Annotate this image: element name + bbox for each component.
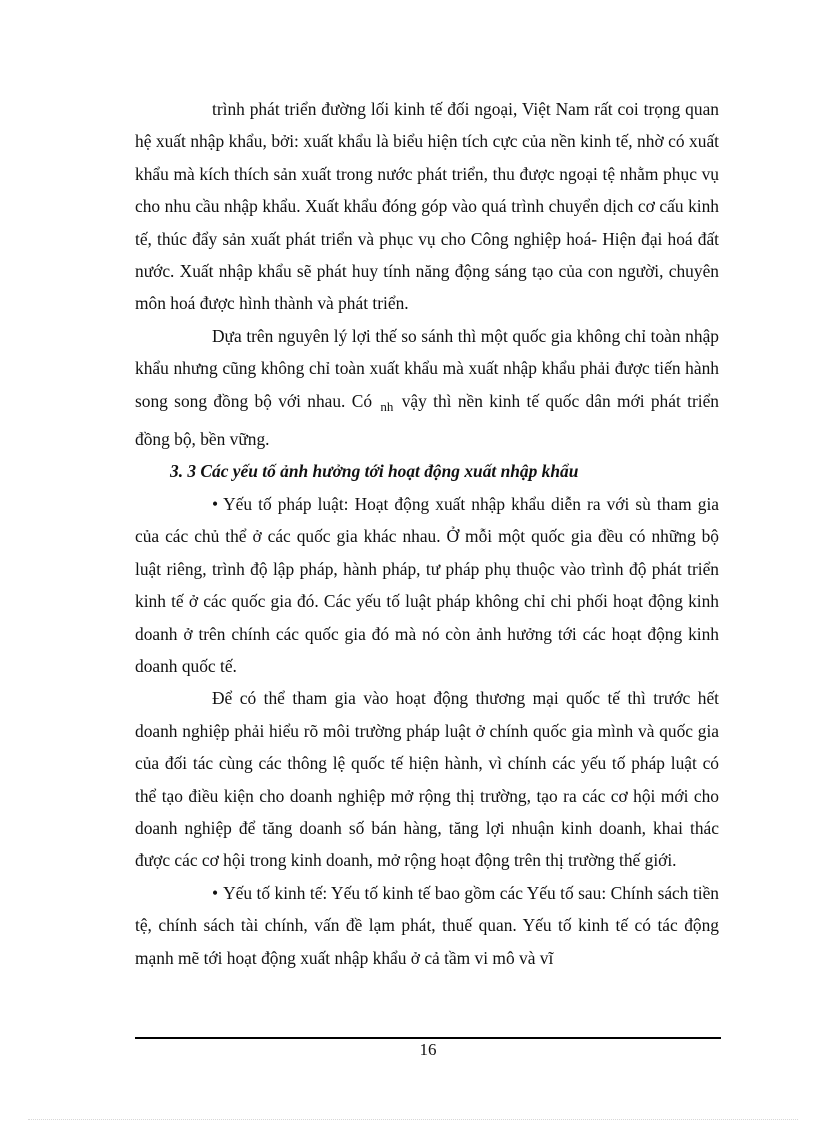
bullet-economic-factor — [135, 877, 719, 974]
footer-divider — [135, 1037, 721, 1039]
paragraph-2-start: Dựa trên nguyên lý lợi thế so sánh thì một quốc gia không chỉ toàn nhập khẩu nhưng cũng không chỉ toàn xuất khẩu mà xuất nhập khẩu phải được tiến hành song song đồng bộ với nhau. Có — [135, 325, 719, 411]
bullet-icon: • — [212, 882, 219, 903]
paragraph-2-stray-subscript: nh — [380, 398, 394, 414]
page-bottom-dotted-border — [28, 1119, 798, 1120]
body-text — [135, 93, 719, 974]
paragraph-2 — [135, 320, 719, 456]
paragraph-1: trình phát triển đường lối kinh tế đối ngoại, Việt Nam rất coi trọng quan hệ xuất nhập khẩu, bởi: xuất khẩu là biểu hiện tích cực của nền kinh tế, nhờ có xuất khẩu mà kích thích sản xuất trong nước phát triển, thu được ngoại tệ nhằm phục vụ cho nhu cầu nhập khẩu. Xuất khẩu đóng góp vào quá trình chuyển dịch cơ cấu kinh tế, thúc đẩy sản xuất phát triển và phục vụ cho Công nghiệp hoá- Hiện đại hoá đất nước. Xuất nhập khẩu sẽ phát huy tính năng động sáng tạo của con người, chuyên môn hoá được hình thành và phát triển. — [135, 99, 719, 314]
bullet-legal-factor — [135, 488, 719, 682]
page-number: 16 — [419, 1040, 437, 1059]
bullet-economic-text: Yếu tố kinh tế: Yếu tố kinh tế bao gồm các Yếu tố sau: Chính sách tiền tệ, chính sách tài chính, vấn đề lạm phát, thuế quan. Yếu tố kinh tế có tác động mạnh mẽ tới hoạt động xuất nhập khẩu ở cả tầm vi mô và vĩ — [135, 882, 719, 968]
bullet-legal-text: Yếu tố pháp luật: Hoạt động xuất nhập khẩu diễn ra với sù tham gia của các chủ thể ở các quốc gia khác nhau. Ở mỗi một quốc gia đều có những bộ luật riêng, trình độ lập pháp, hành pháp, tư pháp phụ thuộc vào trình độ phát triển kinh tế ở các quốc gia đó. Các yếu tố luật pháp không chỉ chi phối hoạt động kinh doanh ở trên chính các quốc gia đó mà nó còn ảnh hưởng tới các hoạt động kinh doanh quốc tế. — [135, 493, 719, 676]
bullet-icon: • — [212, 493, 219, 514]
paragraph-3: Để có thể tham gia vào hoạt động thương mại quốc tế thì trước hết doanh nghiệp phải hiểu rõ môi trường pháp luật ở chính quốc gia mình và quốc gia của đối tác cùng các thông lệ quốc tế hiện hành, vì chính các yếu tố pháp luật có thể tạo điều kiện cho doanh nghiệp mở rộng thị trường, tạo ra các cơ hội mới cho doanh nghiệp để tăng doanh số bán hàng, tăng lợi nhuận kinh doanh, khai thác được các cơ hội trong kinh doanh, mở rộng hoạt động trên thị trường thế giới. — [135, 688, 719, 871]
paragraph-2-end: vậy thì nền kinh tế quốc dân mới phát triển đồng bộ, bền vững. — [135, 390, 719, 450]
section-heading: 3. 3 Các yếu tố ảnh hưởng tới hoạt động xuất nhập khẩu — [170, 461, 579, 482]
